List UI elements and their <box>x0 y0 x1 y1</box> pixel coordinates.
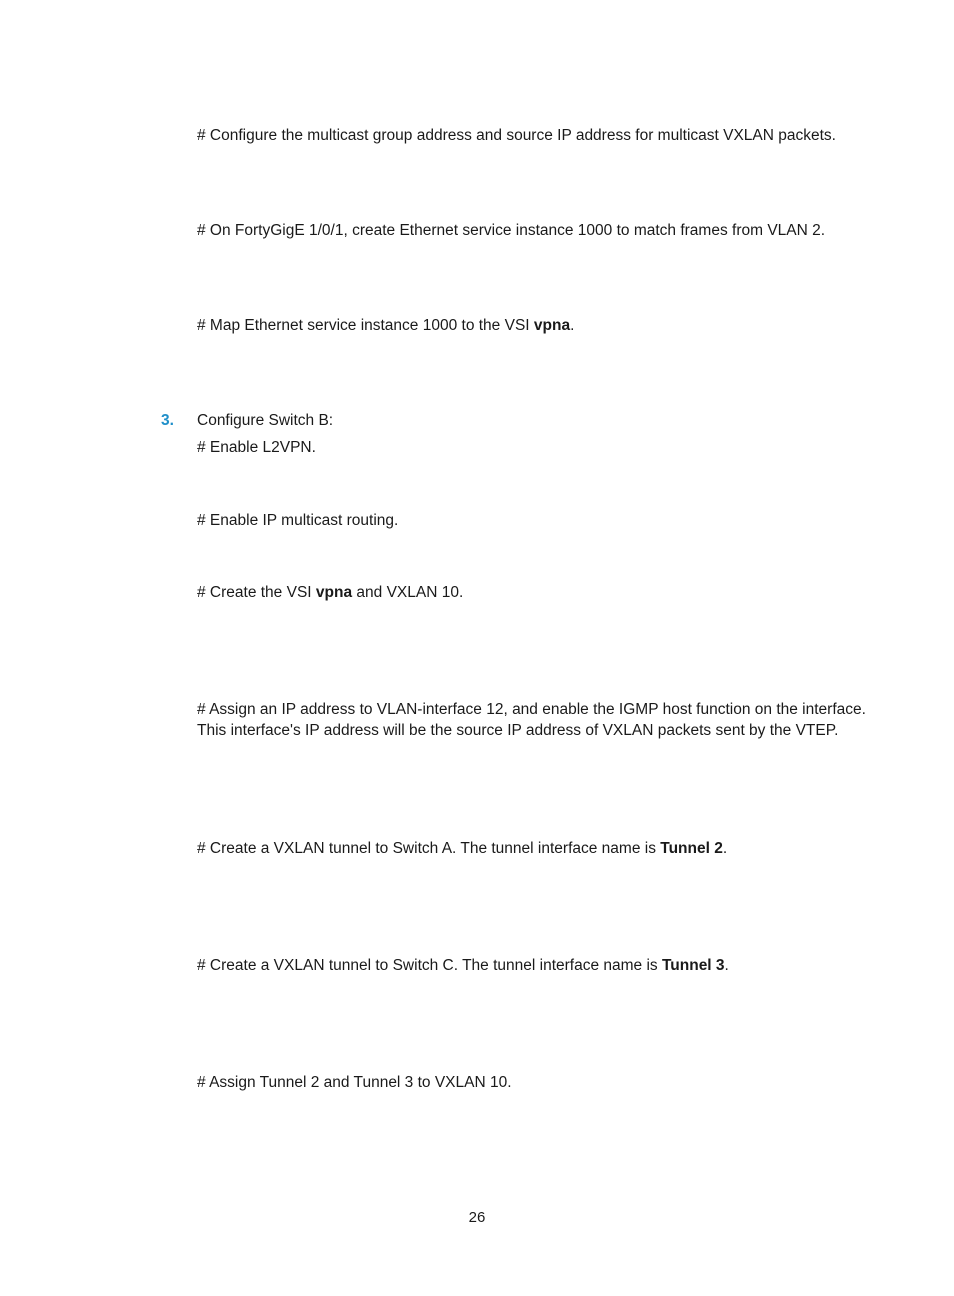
vsi-name: vpna <box>315 584 353 601</box>
comment-tunnel-switch-c <box>197 955 729 976</box>
text-segment: . <box>570 317 575 334</box>
comment-assign-ip-line2: This interface's IP address will be the source IP address of VXLAN packets sent by the VTEP. <box>197 722 839 739</box>
vsi-name: vpna <box>533 317 571 334</box>
comment-enable-l2vpn: # Enable L2VPN. <box>197 439 316 456</box>
text-segment: . <box>724 957 729 974</box>
comment-assign-tunnels: # Assign Tunnel 2 and Tunnel 3 to VXLAN 10. <box>197 1074 512 1091</box>
comment-service-instance: # On FortyGigE 1/0/1, create Ethernet service instance 1000 to match frames from VLAN 2. <box>197 222 826 239</box>
comment-multicast-group: # Configure the multicast group address and source IP address for multicast VXLAN packets. <box>197 127 836 144</box>
text-segment: # Create the VSI <box>197 584 316 601</box>
comment-create-vsi <box>197 582 463 603</box>
text-segment: . <box>722 840 728 857</box>
tunnel-name: Tunnel 3 <box>661 957 725 974</box>
text-segment: and VXLAN 10. <box>352 584 464 601</box>
page-number: 26 <box>468 1209 486 1226</box>
comment-enable-multicast: # Enable IP multicast routing. <box>197 512 399 529</box>
tunnel-name: Tunnel 2 <box>660 840 723 857</box>
text-segment: # Map Ethernet service instance 1000 to the VSI <box>197 317 534 334</box>
text-segment: # Create a VXLAN tunnel to Switch A. The tunnel interface name is <box>197 840 661 857</box>
comment-assign-ip-line1: # Assign an IP address to VLAN-interface 12, and enable the IGMP host function on the interface. <box>197 701 866 718</box>
step-title: Configure Switch B: <box>197 412 334 429</box>
text-segment: # Create a VXLAN tunnel to Switch C. The tunnel interface name is <box>197 957 662 974</box>
comment-tunnel-switch-a <box>197 838 727 859</box>
step-number: 3. <box>161 412 174 429</box>
comment-map-vsi <box>197 315 574 336</box>
